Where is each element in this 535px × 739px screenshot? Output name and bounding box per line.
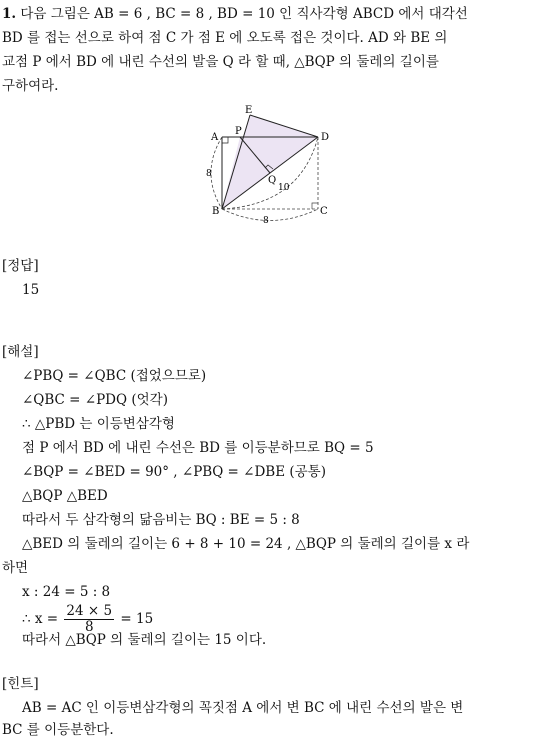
length-bd: 10 [278,183,290,193]
arc-bc [222,209,318,221]
problem-text-1: 다음 그림은 AB = 6 , BC = 8 , BD = 10 인 직사각형 ABCD 에서 대각선 [20,6,468,22]
length-bc: 8 [263,216,269,226]
solution-line-8: △BED 의 둘레의 길이는 6 + 8 + 10 = 24 , △BQP 의 둘레의 길이를 x 라 [22,536,470,552]
answer-value: 15 [22,282,40,298]
solution-line-1: ∠PBQ = ∠QBC (접었으므로) [22,368,207,384]
solution-line-4: 점 P 에서 BD 에 내린 수선은 BD 를 이등분하므로 BQ = 5 [22,440,374,456]
problem-text-4: 구하여라. [2,78,59,94]
solution-line-9: 하면 [2,560,29,576]
problem-text-3: 교점 P 에서 BD 에 내린 수선의 발을 Q 라 할 때, △BQP 의 둘레의 길이를 [2,54,439,70]
label-c: C [320,206,328,217]
hint-heading: [힌트] [2,676,39,692]
answer-heading: [정답] [2,258,39,274]
label-p: P [235,126,242,137]
fraction-denominator: 8 [84,619,94,635]
fraction [64,604,114,635]
label-b: B [212,206,220,217]
label-d: D [321,132,330,143]
label-q: Q [268,175,277,186]
problem-text-2: BD 를 접는 선으로 하여 점 C 가 점 E 에 오도록 접은 것이다. AD 와 BE 의 [2,30,448,46]
solution-line-6: △BQP △BED [22,488,108,504]
solution-fraction-line [22,602,153,636]
label-a: A [211,132,219,143]
label-e: E [245,105,253,116]
fraction-result: = 15 [120,611,154,627]
problem-number: 1. [2,6,17,22]
length-ab: 8 [206,169,212,179]
solution-line-7: 따라서 두 삼각형의 닮음비는 BQ : BE = 5 : 8 [22,512,300,528]
solution-line-10: x : 24 = 5 : 8 [22,584,111,600]
solution-line-2: ∠QBC = ∠PDQ (엇각) [22,392,168,408]
hint-line-1: AB = AC 인 이등변삼각형의 꼭짓점 A 에서 변 BC 에 내린 수선의 발은 변 [22,700,464,716]
solution-line-3: ∴ △PBD 는 이등변삼각형 [22,416,175,432]
right-angle-a [222,137,228,143]
right-angle-c [312,203,318,209]
hint-line-2: BC 를 이등분한다. [2,722,114,738]
fraction-numerator: 24 × 5 [66,603,113,619]
arc-ab [211,137,222,209]
solution-line-5: ∠BQP = ∠BED = 90° , ∠PBQ = ∠DBE (공통) [22,464,326,480]
solution-heading: [해설] [2,344,39,360]
fraction-prefix: ∴ x = [22,611,59,627]
solution-line-conclusion: 따라서 △BQP 의 둘레의 길이는 15 이다. [22,632,267,648]
